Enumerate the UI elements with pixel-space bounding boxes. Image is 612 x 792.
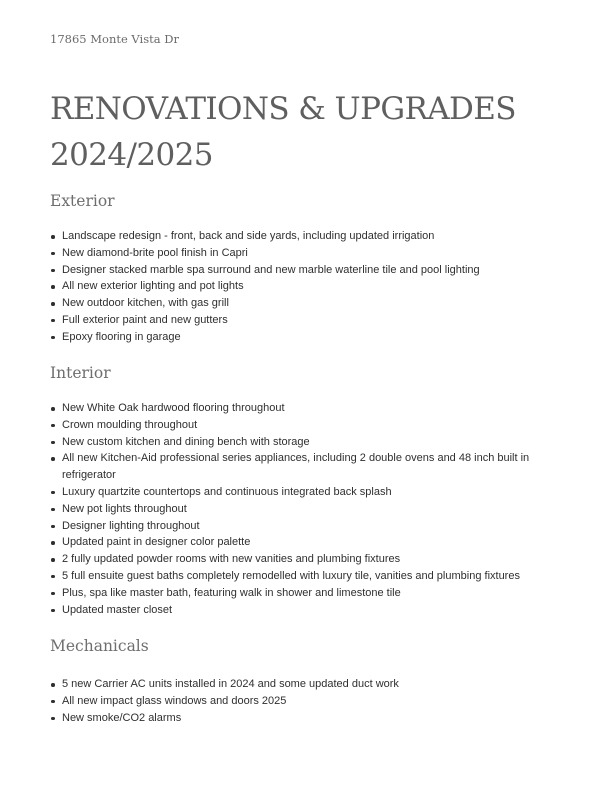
exterior-list xyxy=(50,228,550,346)
list-item: New diamond-brite pool finish in Capri xyxy=(50,245,550,262)
list-item: Updated paint in designer color palette xyxy=(50,534,550,551)
list-item: New White Oak hardwood flooring throughout xyxy=(50,400,550,417)
list-item: Designer stacked marble spa surround and new marble waterline tile and pool lighting xyxy=(50,262,550,279)
interior-list xyxy=(50,400,550,618)
section-heading-mechanicals: Mechanicals xyxy=(50,637,149,655)
list-item: Luxury quartzite countertops and continuous integrated back splash xyxy=(50,484,550,501)
section-heading-interior: Interior xyxy=(50,364,111,382)
list-item: Updated master closet xyxy=(50,602,550,619)
section-heading-exterior: Exterior xyxy=(50,192,115,210)
list-item: Crown moulding throughout xyxy=(50,417,550,434)
title-line-2: 2024/2025 xyxy=(50,137,213,173)
list-item: 2 fully updated powder rooms with new vanities and plumbing fixtures xyxy=(50,551,550,568)
list-item: All new impact glass windows and doors 2025 xyxy=(50,693,550,710)
list-item: Designer lighting throughout xyxy=(50,518,550,535)
list-item: New outdoor kitchen, with gas grill xyxy=(50,295,550,312)
list-item: Full exterior paint and new gutters xyxy=(50,312,550,329)
page-title xyxy=(50,86,516,178)
mechanicals-list xyxy=(50,676,550,726)
property-address: 17865 Monte Vista Dr xyxy=(50,32,179,46)
list-item: All new Kitchen-Aid professional series appliances, including 2 double ovens and 48 inch built in refrigerator xyxy=(50,450,550,484)
list-item: Plus, spa like master bath, featuring walk in shower and limestone tile xyxy=(50,585,550,602)
title-line-1: RENOVATIONS & UPGRADES xyxy=(50,91,516,127)
list-item: All new exterior lighting and pot lights xyxy=(50,278,550,295)
list-item: 5 full ensuite guest baths completely remodelled with luxury tile, vanities and plumbing fixtures xyxy=(50,568,550,585)
list-item: Epoxy flooring in garage xyxy=(50,329,550,346)
list-item: New custom kitchen and dining bench with storage xyxy=(50,434,550,451)
list-item: 5 new Carrier AC units installed in 2024 and some updated duct work xyxy=(50,676,550,693)
list-item: New smoke/CO2 alarms xyxy=(50,710,550,727)
list-item: New pot lights throughout xyxy=(50,501,550,518)
list-item: Landscape redesign - front, back and side yards, including updated irrigation xyxy=(50,228,550,245)
